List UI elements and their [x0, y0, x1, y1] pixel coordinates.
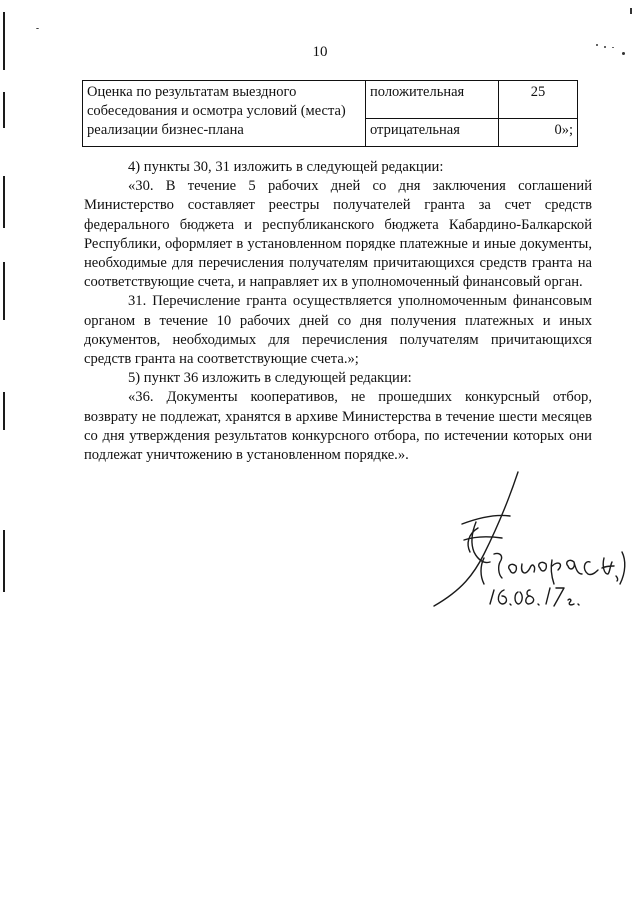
criterion-cell: Оценка по результатам выездного собеседования и осмотра условий (места) реализации бизнес-плана	[83, 81, 366, 147]
option-score-cell: 25	[499, 81, 578, 119]
paragraph: «30. В течение 5 рабочих дней со дня заключения соглашений Министерство составляет реестры получателей гранта за счет средств федерального бюджета и республиканского бюджета Кабардино-Балкарской Республики, оформляет в установленном порядке платежные и иные документы, необходимые для перечисления получателям причитающихся средств гранта на соответствующие счета, и направляет их в уполномоченный финансовый орган.	[84, 178, 592, 291]
paragraph: 5) пункт 36 изложить в следующей редакции:	[128, 370, 412, 387]
scan-speck	[36, 28, 39, 29]
scan-edge-mark	[3, 262, 5, 320]
page-number: 10	[312, 44, 328, 60]
scan-speck	[630, 8, 632, 14]
option-label-cell: положительная	[366, 81, 499, 119]
paragraph: 4) пункты 30, 31 изложить в следующей редакции:	[128, 159, 444, 175]
option-score-cell: 0»;	[499, 119, 578, 147]
paragraph: «36. Документы кооперативов, не прошедших конкурсный отбор, возврату не подлежат, хранятся в архиве Министерства в течение шести месяцев со дня утверждения результатов конкурсного отбора, по истечении которых они подлежат уничтожению в установленном порядке.».	[84, 389, 592, 464]
scan-edge-mark	[3, 92, 5, 128]
scan-edge-mark	[3, 12, 5, 70]
scan-edge-mark	[3, 392, 5, 430]
option-label-cell: отрицательная	[366, 119, 499, 147]
scan-edge-mark	[3, 530, 5, 592]
criteria-table	[82, 80, 578, 147]
scan-edge-mark	[3, 176, 5, 228]
paragraph: 31. Перечисление гранта осуществляется уполномоченным финансовым органом в течение 10 рабочих дней со дня получения платежных и иных документов, необходимых для перечисления получателям причитающихся средств гранта на соответствующие счета.»;	[84, 293, 592, 368]
document-body	[84, 158, 592, 465]
table-row	[83, 81, 578, 119]
handwritten-signature	[418, 466, 628, 616]
